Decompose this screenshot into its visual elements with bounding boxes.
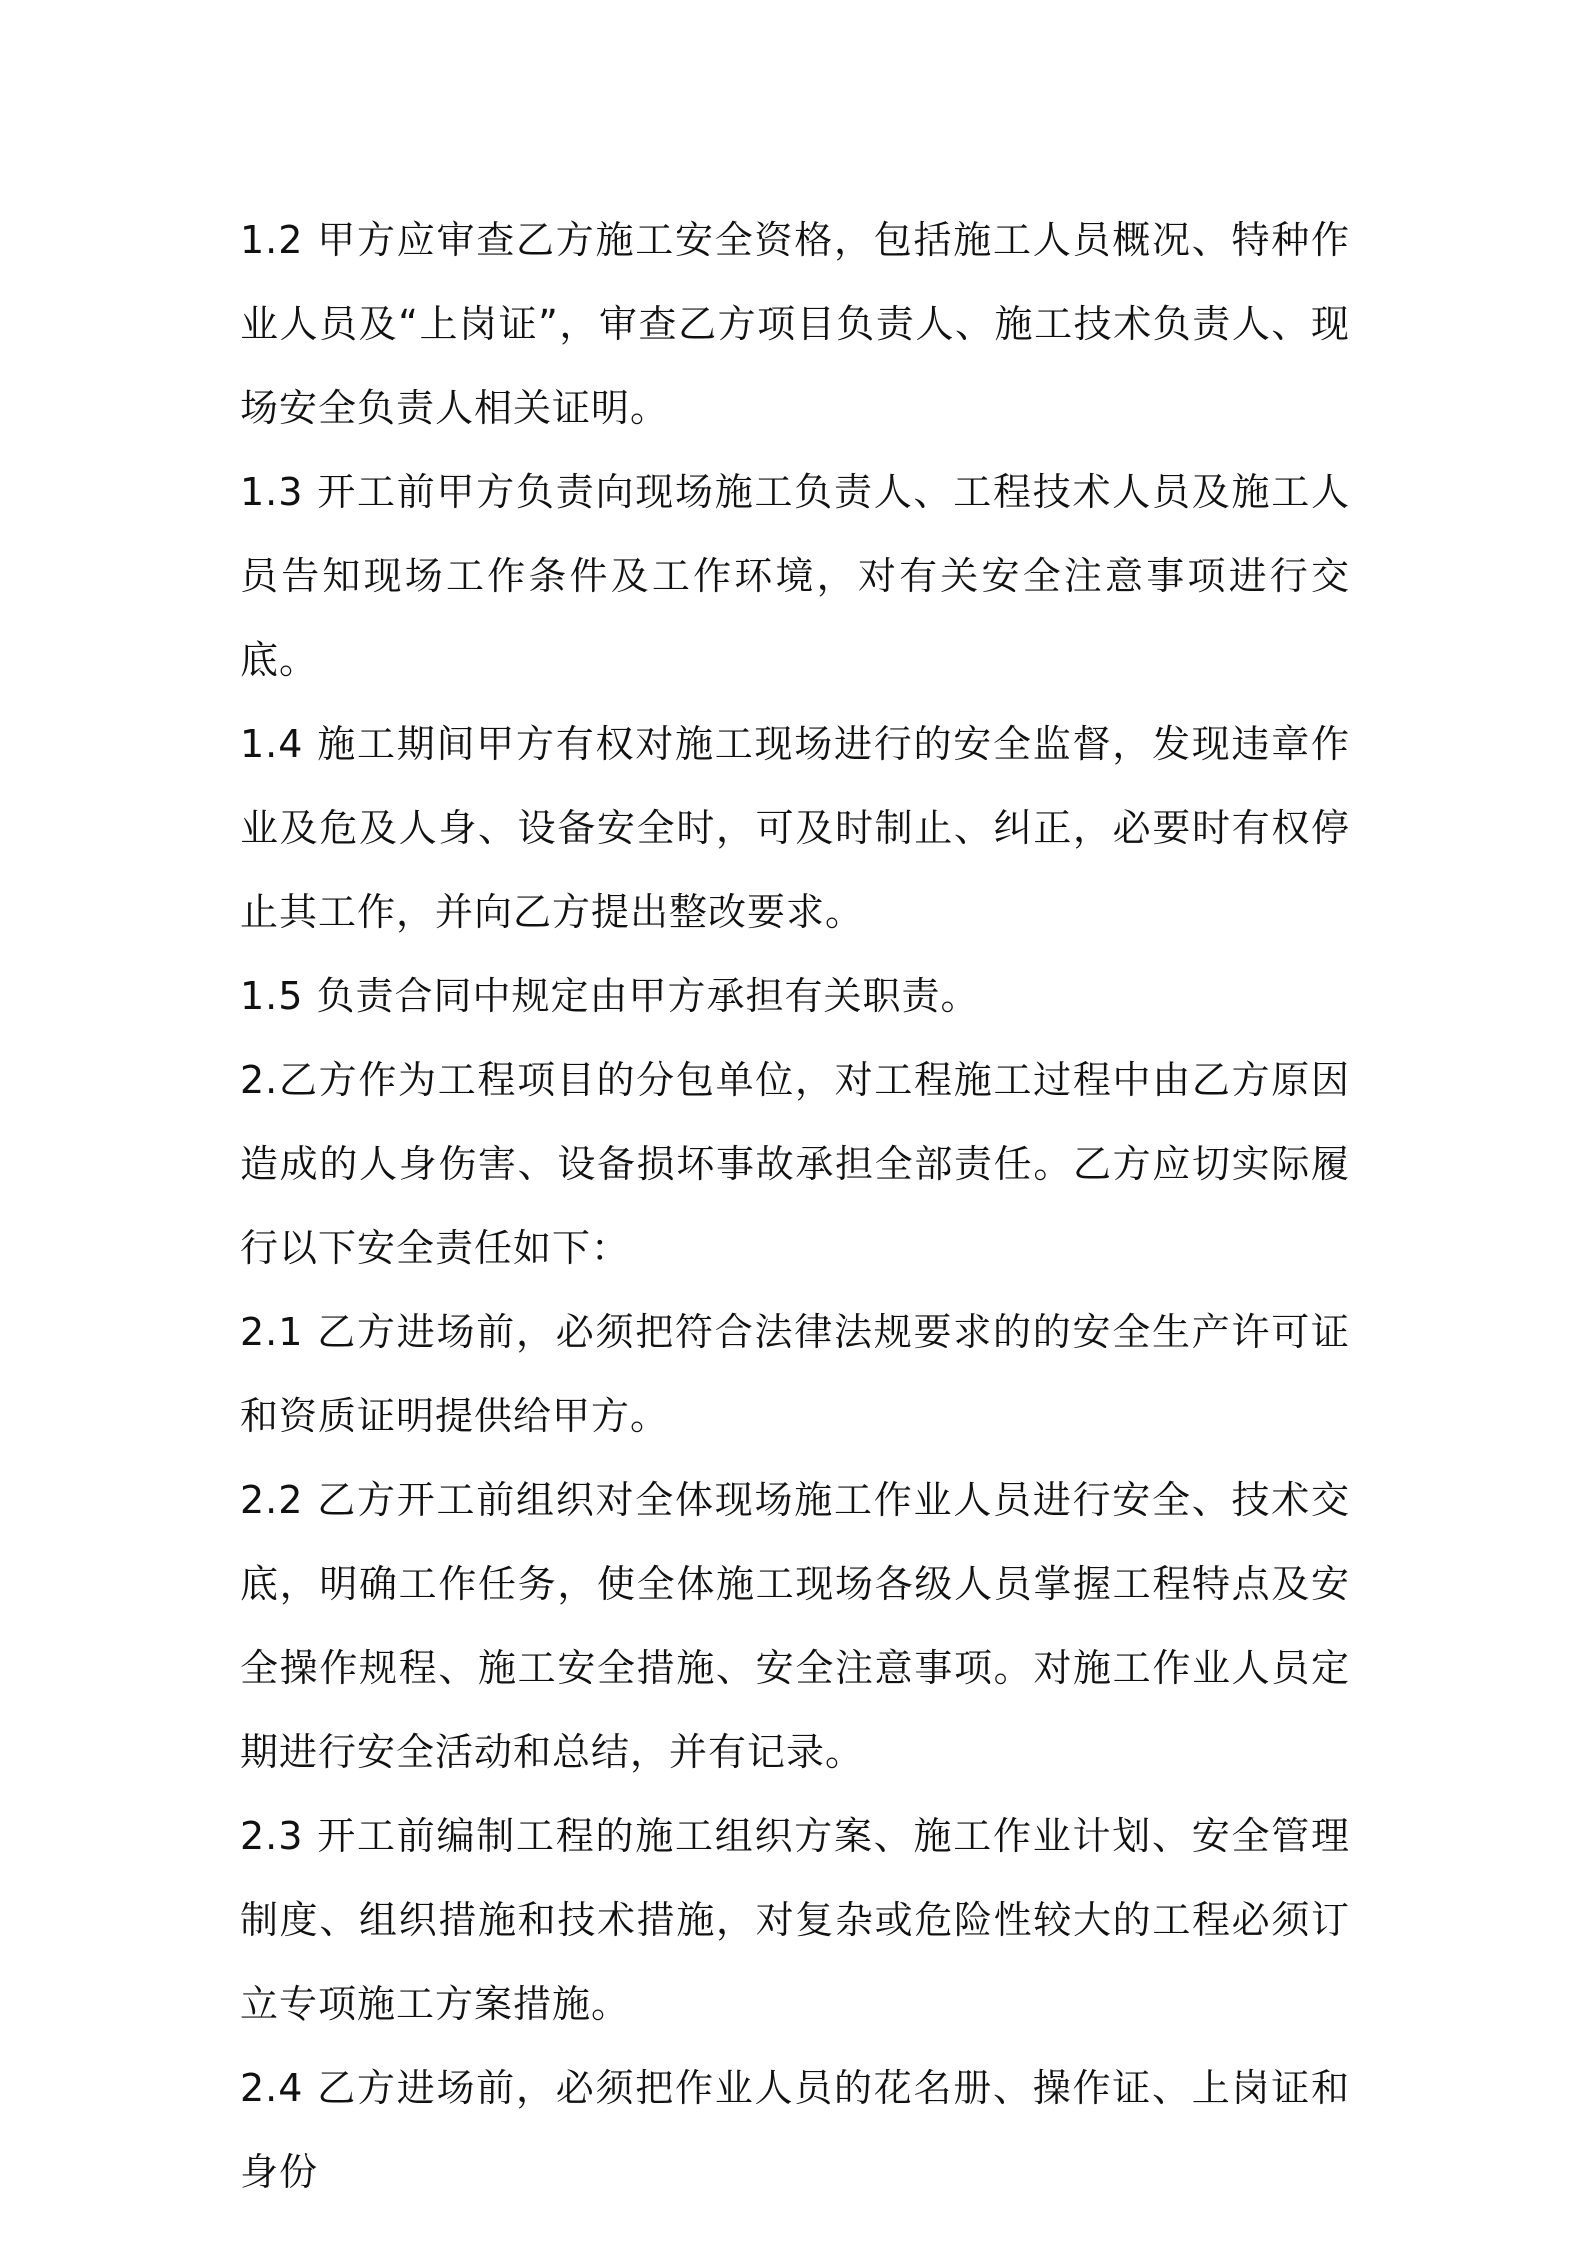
paragraph-2: 2.乙方作为工程项目的分包单位，对工程施工过程中由乙方原因造成的人身伤害、设备损坏事故承担全部责任。乙方应切实际履行以下安全责任如下： [240,1058,1350,1270]
paragraph-2-1: 2.1 乙方进场前，必须把符合法律法规要求的的安全生产许可证和资质证明提供给甲方。 [240,1310,1350,1438]
paragraph-1-2: 1.2 甲方应审查乙方施工安全资格，包括施工人员概况、特种作业人员及“上岗证”，审查乙方项目负责人、施工技术负责人、现场安全负责人相关证明。 [240,218,1350,430]
paragraph-2-4: 2.4 乙方进场前，必须把作业人员的花名册、操作证、上岗证和身份 [240,2066,1350,2194]
paragraph-1-4: 1.4 施工期间甲方有权对施工现场进行的安全监督，发现违章作业及危及人身、设备安全时，可及时制止、纠正，必要时有权停止其工作，并向乙方提出整改要求。 [240,722,1350,934]
paragraph-2-3: 2.3 开工前编制工程的施工组织方案、施工作业计划、安全管理制度、组织措施和技术措施，对复杂或危险性较大的工程必须订立专项施工方案措施。 [240,1814,1350,2026]
paragraph-1-5: 1.5 负责合同中规定由甲方承担有关职责。 [240,974,980,1018]
paragraph-1-3: 1.3 开工前甲方负责向现场施工负责人、工程技术人员及施工人员告知现场工作条件及工作环境，对有关安全注意事项进行交底。 [240,470,1350,682]
document-body [240,198,1350,2214]
paragraph-2-2: 2.2 乙方开工前组织对全体现场施工作业人员进行安全、技术交底，明确工作任务，使全体施工现场各级人员掌握工程特点及安全操作规程、施工安全措施、安全注意事项。对施工作业人员定期进行安全活动和总结，并有记录。 [240,1478,1350,1774]
